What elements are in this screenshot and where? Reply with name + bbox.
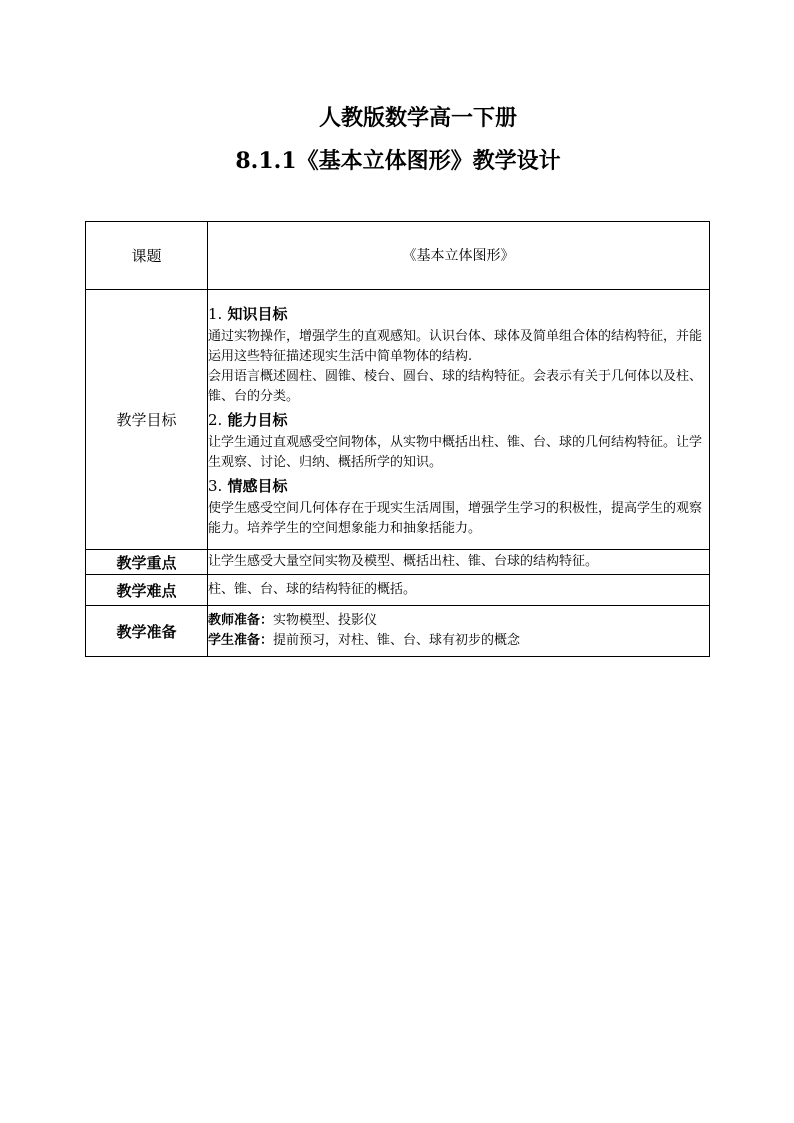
table-row-key-points	[86, 550, 710, 575]
goal-paragraph: 让学生通过直观感受空间物体，从实物中概括出柱、锥、台、球的几何结构特征。让学生观察、讨论、归纳、概括所学的知识。	[208, 434, 703, 470]
difficulties-value: 柱、锥、台、球的结构特征的概括。	[208, 575, 710, 606]
goals-cell	[208, 290, 710, 550]
student-preparation-value: 提前预习，对柱、锥、台、球有初步的概念	[273, 633, 521, 648]
key-points-label: 教学重点	[86, 550, 208, 575]
teacher-preparation	[208, 611, 709, 631]
teacher-preparation-key: 教师准备：	[208, 613, 274, 628]
topic-cell	[208, 222, 710, 290]
student-preparation-key: 学生准备：	[208, 633, 274, 648]
goal-title: 知识目标	[227, 304, 288, 323]
student-preparation	[208, 631, 709, 651]
lesson-plan-table	[85, 221, 710, 657]
difficulties-label: 教学难点	[86, 575, 208, 606]
table-row-goals	[86, 290, 710, 550]
table-row-topic	[86, 222, 710, 290]
topic-label: 课题	[86, 222, 208, 290]
preparation-cell	[208, 606, 710, 657]
goal-paragraph: 会用语言概述圆柱、圆锥、棱台、圆台、球的结构特征。会表示有关于几何体以及柱、锥、台的分类。	[208, 368, 703, 404]
goal-heading-knowledge	[208, 303, 709, 325]
goal-heading-ability	[208, 409, 709, 431]
goal-paragraph: 使学生感受空间几何体存在于现实生活周围，增强学生学习的积极性，提高学生的观察能力。培养学生的空间想象能力和抽象括能力。	[208, 500, 703, 536]
teacher-preparation-value: 实物模型、投影仪	[273, 613, 378, 628]
goals-label: 教学目标	[86, 290, 208, 550]
goal-paragraph: 通过实物操作，增强学生的直观感知。认识台体、球体及简单组合体的结构特征，并能运用这些特征描述现实生活中简单物体的结构.	[208, 328, 703, 364]
table-row-preparation	[86, 606, 710, 657]
document-title: 人教版数学高一下册	[318, 105, 517, 131]
goal-heading-emotion	[208, 475, 709, 497]
topic-value: 《基本立体图形》	[402, 247, 515, 264]
preparation-label: 教学准备	[86, 606, 208, 657]
key-points-value: 让学生感受大量空间实物及模型、概括出柱、锥、台球的结构特征。	[208, 550, 710, 575]
goal-number: 1.	[208, 304, 223, 323]
goal-number: 2.	[208, 410, 223, 429]
document-subtitle: 8.1.1《基本立体图形》教学设计	[235, 148, 561, 174]
goal-title: 情感目标	[227, 476, 288, 495]
goal-title: 能力目标	[227, 410, 288, 429]
goal-number: 3.	[208, 476, 223, 495]
table-row-difficulties	[86, 575, 710, 606]
